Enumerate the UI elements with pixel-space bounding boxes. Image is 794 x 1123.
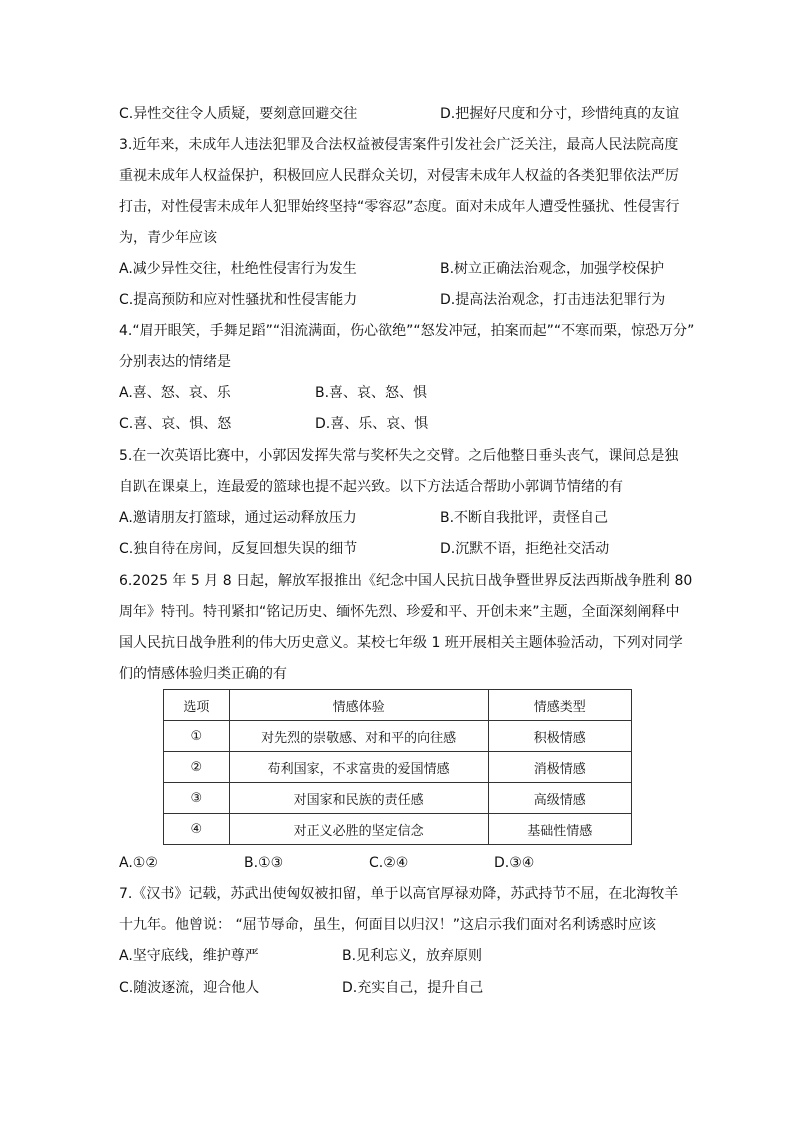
table-cell-option: ③ — [164, 783, 230, 814]
q3-stem-line-2: 重视未成年人权益保护，积极回应人民群众关切，对侵害未成年人权益的各类犯罪依法严厉 — [119, 168, 679, 184]
q6-option-c: C.②④ — [369, 855, 409, 871]
q3-stem-line-3: 打击，对性侵害未成年人犯罪始终坚持“零容忍”态度。面对未成年人遭受性骚扰、性侵害行 — [119, 199, 680, 215]
q6-stem-line-4: 们的情感体验归类正确的有 — [119, 666, 287, 682]
q4-stem-line-1: 4.“眉开眼笑，手舞足蹈”“泪流满面，伤心欲绝”“怒发冲冠，拍案而起”“不寒而栗，惊恐万分” — [119, 323, 695, 339]
q5-option-a: A.邀请朋友打篮球，通过运动释放压力 — [119, 510, 357, 526]
emotion-experience-table — [163, 689, 632, 845]
q7-option-b: B.见利忘义，放弃原则 — [342, 948, 483, 964]
q3-option-a: A.减少异性交往，杜绝性侵害行为发生 — [119, 261, 357, 277]
table-cell-experience: 对国家和民族的责任感 — [229, 783, 488, 814]
q6-option-b: B.①③ — [244, 855, 284, 871]
table-cell-experience: 苟利国家，不求富贵的爱国情感 — [229, 752, 488, 783]
q3-stem-line-4: 为，青少年应该 — [119, 230, 217, 246]
table-row — [164, 814, 632, 845]
q7-stem-line-1: 7.《汉书》记载，苏武出使匈奴被扣留，单于以高官厚禄劝降，苏武持节不屈，在北海牧羊 — [119, 886, 679, 902]
table-cell-option: ① — [164, 721, 230, 752]
q4-option-b: B.喜、哀、怒、惧 — [315, 385, 428, 401]
q6-option-d: D.③④ — [494, 855, 535, 871]
table-cell-type: 基础性情感 — [488, 814, 631, 845]
table-header-row — [164, 690, 632, 721]
q7-option-d: D.充实自己，提升自己 — [342, 980, 484, 996]
q3-stem-line-1: 3.近年来，未成年人违法犯罪及合法权益被侵害案件引发社会广泛关注，最高人民法院高度 — [119, 137, 679, 153]
table-row — [164, 783, 632, 814]
q7-stem-line-2: 十九年。他曾说： “屈节辱命，虽生，何面目以归汉！”这启示我们面对名利诱惑时应该 — [119, 917, 656, 933]
table-cell-experience: 对正义必胜的坚定信念 — [229, 814, 488, 845]
table-cell-experience: 对先烈的崇敬感、对和平的向往感 — [229, 721, 488, 752]
q6-option-a: A.①② — [119, 855, 158, 871]
q5-stem-line-2: 自趴在课桌上，连最爱的篮球也提不起兴致。以下方法适合帮助小郭调节情绪的有 — [119, 479, 623, 495]
table-header-type: 情感类型 — [488, 690, 631, 721]
q2-option-d: D.把握好尺度和分寸，珍惜纯真的友谊 — [440, 106, 680, 122]
q2-option-c: C.异性交往令人质疑，要刻意回避交往 — [119, 106, 358, 122]
q5-stem-line-1: 5.在一次英语比赛中，小郭因发挥失常与奖杯失之交臂。之后他整日垂头丧气，课间总是独 — [119, 448, 679, 464]
q3-option-b: B.树立正确法治观念，加强学校保护 — [440, 261, 665, 277]
table-cell-type: 积极情感 — [488, 721, 631, 752]
q7-option-a: A.坚守底线，维护尊严 — [119, 948, 259, 964]
table-row — [164, 721, 632, 752]
table-cell-option: ② — [164, 752, 230, 783]
table-row — [164, 752, 632, 783]
q4-option-d: D.喜、乐、哀、惧 — [315, 416, 429, 432]
q5-option-d: D.沉默不语，拒绝社交活动 — [440, 541, 610, 557]
q6-stem-line-3: 国人民抗日战争胜利的伟大历史意义。某校七年级 1 班开展相关主题体验活动，下列对同学 — [119, 635, 683, 651]
q6-stem-line-1: 6.2025 年 5 月 8 日起，解放军报推出《纪念中国人民抗日战争暨世界反法西斯战争胜利 80 — [119, 573, 693, 589]
q4-option-c: C.喜、哀、惧、怒 — [119, 416, 232, 432]
q6-stem-line-2: 周年》特刊。特刊紧扣“铭记历史、缅怀先烈、珍爱和平、开创未来”主题，全面深刻阐释中 — [119, 604, 680, 620]
q7-option-c: C.随波逐流，迎合他人 — [119, 980, 260, 996]
q3-option-c: C.提高预防和应对性骚扰和性侵害能力 — [119, 292, 358, 308]
table-header-option: 选项 — [164, 690, 230, 721]
q3-option-d: D.提高法治观念，打击违法犯罪行为 — [440, 292, 666, 308]
table-header-experience: 情感体验 — [229, 690, 488, 721]
table-cell-option: ④ — [164, 814, 230, 845]
q4-option-a: A.喜、怒、哀、乐 — [119, 385, 231, 401]
q5-option-c: C.独自待在房间，反复回想失误的细节 — [119, 541, 358, 557]
q4-stem-line-2: 分别表达的情绪是 — [119, 354, 231, 370]
table-cell-type: 消极情感 — [488, 752, 631, 783]
q5-option-b: B.不断自我批评，责怪自己 — [440, 510, 609, 526]
table-cell-type: 高级情感 — [488, 783, 631, 814]
